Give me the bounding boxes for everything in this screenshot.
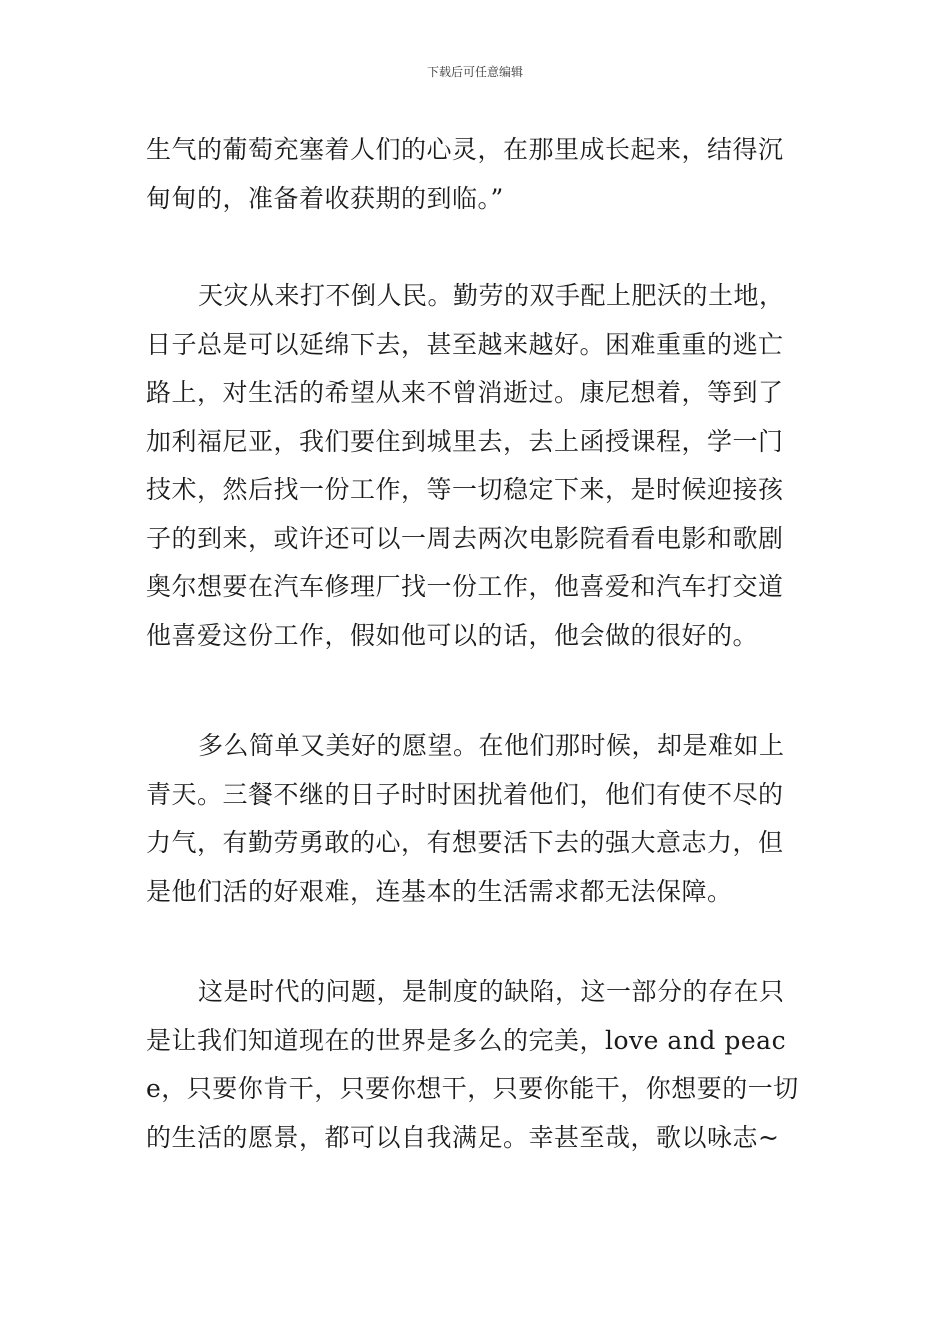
paragraph-4: 这是时代的问题，是制度的缺陷，这一部分的存在只是让我们知道现在的世界是多么的完美，love and peace，只要你肯干，只要你想干，只要你能干，你想要的一切的生活的愿景，都可以自我满足。幸甚至哉，歌以咏志~	[146, 977, 799, 1152]
paragraph-2: 天灾从来打不倒人民。勤劳的双手配上肥沃的土地，日子总是可以延绵下去，甚至越来越好。困难重重的逃亡路上，对生活的希望从来不曾消逝过。康尼想着，等到了加利福尼亚，我们要住到城里去，去上函授课程，学一门技术，然后找一份工作，等一切稳定下来，是时候迎接孩子的到来，或许还可以一周去两次电影院看看电影和歌剧奥尔想要在汽车修理厂找一份工作，他喜爱和汽车打交道他喜爱这份工作，假如他可以的话，他会做的很好的。	[146, 281, 785, 650]
paragraph-3: 多么简单又美好的愿望。在他们那时候，却是难如上青天。三餐不继的日子时时困扰着他们，他们有使不尽的力气，有勤劳勇敢的心，有想要活下去的强大意志力，但是他们活的好艰难，连基本的生活需求都无法保障。	[146, 731, 785, 906]
paragraph-1: 生气的葡萄充塞着人们的心灵，在那里成长起来，结得沉甸甸的，准备着收获期的到临。”	[146, 135, 784, 213]
page-header-note: 下载后可任意编辑	[426, 65, 523, 79]
